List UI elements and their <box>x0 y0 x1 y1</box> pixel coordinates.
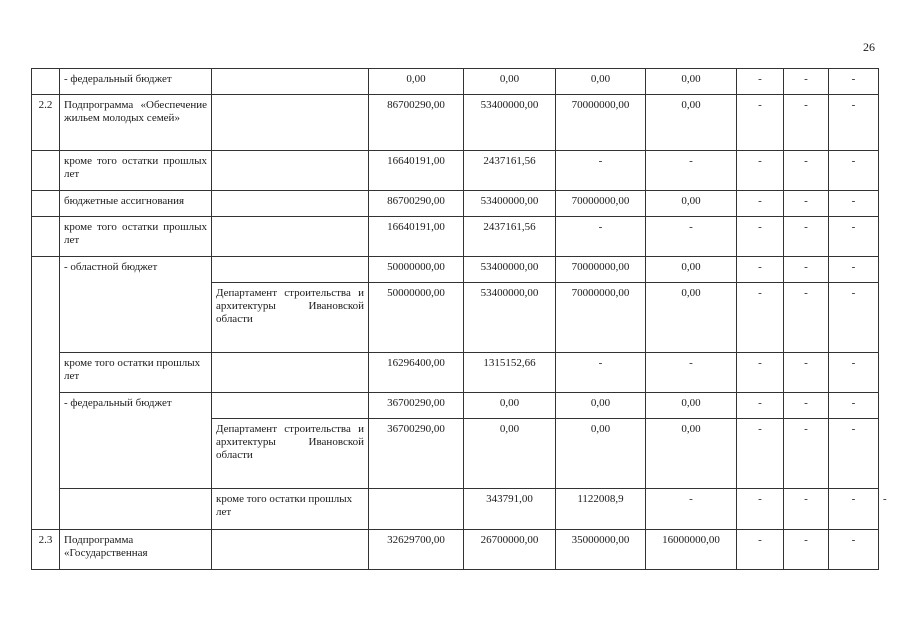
row-value: - <box>646 151 737 191</box>
row-value: - <box>784 419 829 489</box>
row-value: 16640191,00 <box>369 151 464 191</box>
row-value: - <box>646 353 737 393</box>
row-value: - <box>829 489 879 530</box>
row-value: - <box>737 489 784 530</box>
row-value: 86700290,00 <box>369 191 464 217</box>
row-value: - <box>737 191 784 217</box>
row-executor <box>212 530 369 570</box>
table-row <box>32 217 879 257</box>
row-executor <box>212 191 369 217</box>
row-value: 0,00 <box>646 257 737 283</box>
row-value: - <box>784 95 829 151</box>
row-value: - <box>737 69 784 95</box>
row-number <box>32 217 60 257</box>
row-value: 35000000,00 <box>556 530 646 570</box>
row-value: 86700290,00 <box>369 95 464 151</box>
row-value: - <box>829 419 879 489</box>
row-value: - <box>784 489 829 530</box>
table-row: кроме того остатки прошлых лет 343791,00 1122008,9 - - - - - <box>32 489 879 530</box>
row-name: кроме того остатки прошлых лет <box>60 353 212 393</box>
row-value: - <box>829 353 879 393</box>
row-value: - <box>737 419 784 489</box>
row-executor <box>212 151 369 191</box>
row-value: - <box>737 95 784 151</box>
row-value: 16640191,00 <box>369 217 464 257</box>
row-value: - <box>784 191 829 217</box>
row-value: - <box>829 530 879 570</box>
row-value: 0,00 <box>646 283 737 353</box>
row-name: - федеральный бюджет <box>60 393 212 489</box>
row-value: - <box>829 393 879 419</box>
row-number <box>60 489 212 530</box>
row-name: - областной бюджет <box>60 257 212 353</box>
row-value: 343791,00 <box>464 489 556 530</box>
row-value: 0,00 <box>646 419 737 489</box>
row-name: - федеральный бюджет <box>60 69 212 95</box>
row-value: 26700000,00 <box>464 530 556 570</box>
row-value: 0,00 <box>556 419 646 489</box>
row-executor <box>212 217 369 257</box>
table-row <box>32 69 879 95</box>
row-value: 50000000,00 <box>369 257 464 283</box>
row-name: кроме того остатки прошлых лет <box>212 489 369 530</box>
row-value: 50000000,00 <box>369 283 464 353</box>
row-value: - <box>784 217 829 257</box>
row-value: - <box>737 257 784 283</box>
row-value: 0,00 <box>464 69 556 95</box>
row-value: 0,00 <box>369 69 464 95</box>
page-number: 26 <box>863 40 875 54</box>
table-row <box>32 257 879 283</box>
table-row <box>32 530 879 570</box>
row-value: - <box>737 217 784 257</box>
row-name: кроме того остатки прошлых лет <box>60 151 212 191</box>
row-executor <box>212 353 369 393</box>
row-number <box>32 257 60 530</box>
row-value: - <box>737 151 784 191</box>
row-value: - <box>784 69 829 95</box>
row-value: 70000000,00 <box>556 283 646 353</box>
row-value: - <box>737 353 784 393</box>
row-value: 0,00 <box>556 393 646 419</box>
row-value: 70000000,00 <box>556 191 646 217</box>
budget-table <box>31 68 887 570</box>
row-value: 53400000,00 <box>464 257 556 283</box>
row-value: - <box>646 489 737 530</box>
row-value: - <box>556 151 646 191</box>
row-value: 0,00 <box>556 69 646 95</box>
row-value: 70000000,00 <box>556 95 646 151</box>
row-value: 0,00 <box>464 393 556 419</box>
row-number <box>32 191 60 217</box>
row-value: - <box>737 283 784 353</box>
row-value: 0,00 <box>646 191 737 217</box>
row-executor: Департамент строительства и архитектуры Ивановской области <box>212 419 369 489</box>
table-row <box>32 191 879 217</box>
row-value: 0,00 <box>646 69 737 95</box>
row-number <box>32 69 60 95</box>
row-value: - <box>784 257 829 283</box>
row-value: - <box>737 530 784 570</box>
row-executor <box>212 95 369 151</box>
row-value: 53400000,00 <box>464 95 556 151</box>
row-value: 36700290,00 <box>369 393 464 419</box>
row-value: - <box>784 353 829 393</box>
row-value: - <box>829 95 879 151</box>
row-value: 16296400,00 <box>369 353 464 393</box>
row-number: 2.2 <box>32 95 60 151</box>
row-value: 70000000,00 <box>556 257 646 283</box>
row-name: бюджетные ассигнования <box>60 191 212 217</box>
row-value: 53400000,00 <box>464 191 556 217</box>
row-number <box>32 151 60 191</box>
row-value: - <box>784 151 829 191</box>
row-value: 0,00 <box>646 95 737 151</box>
row-value: 0,00 <box>646 393 737 419</box>
row-number: 2.3 <box>32 530 60 570</box>
row-value: - <box>737 393 784 419</box>
row-executor <box>369 489 464 530</box>
row-name: кроме того остатки прошлых лет <box>60 217 212 257</box>
row-name: Подпрограмма «Обеспечение жильем молодых семей» <box>60 95 212 151</box>
row-name: Подпрограмма «Государственная <box>60 530 212 570</box>
row-value: 32629700,00 <box>369 530 464 570</box>
table-row <box>32 393 879 419</box>
row-value: 1315152,66 <box>464 353 556 393</box>
row-value: - <box>829 151 879 191</box>
row-value: 0,00 <box>464 419 556 489</box>
row-value: 2437161,56 <box>464 151 556 191</box>
table-row <box>32 151 879 191</box>
row-value: - <box>829 283 879 353</box>
row-value: 2437161,56 <box>464 217 556 257</box>
row-value: - <box>784 530 829 570</box>
row-value: - <box>646 217 737 257</box>
row-executor <box>212 257 369 283</box>
row-value: - <box>556 217 646 257</box>
row-value: 53400000,00 <box>464 283 556 353</box>
row-value: 36700290,00 <box>369 419 464 489</box>
row-value: 16000000,00 <box>646 530 737 570</box>
row-executor <box>212 69 369 95</box>
row-value: - <box>829 217 879 257</box>
row-value: - <box>829 69 879 95</box>
row-value: - <box>829 191 879 217</box>
table-row <box>32 95 879 151</box>
row-value: - <box>556 353 646 393</box>
row-value: - <box>829 257 879 283</box>
row-value: 1122008,9 <box>556 489 646 530</box>
table-row <box>32 353 879 393</box>
row-executor: Департамент строительства и архитектуры Ивановской области <box>212 283 369 353</box>
row-value: - <box>784 393 829 419</box>
row-executor <box>212 393 369 419</box>
row-value: - <box>784 283 829 353</box>
